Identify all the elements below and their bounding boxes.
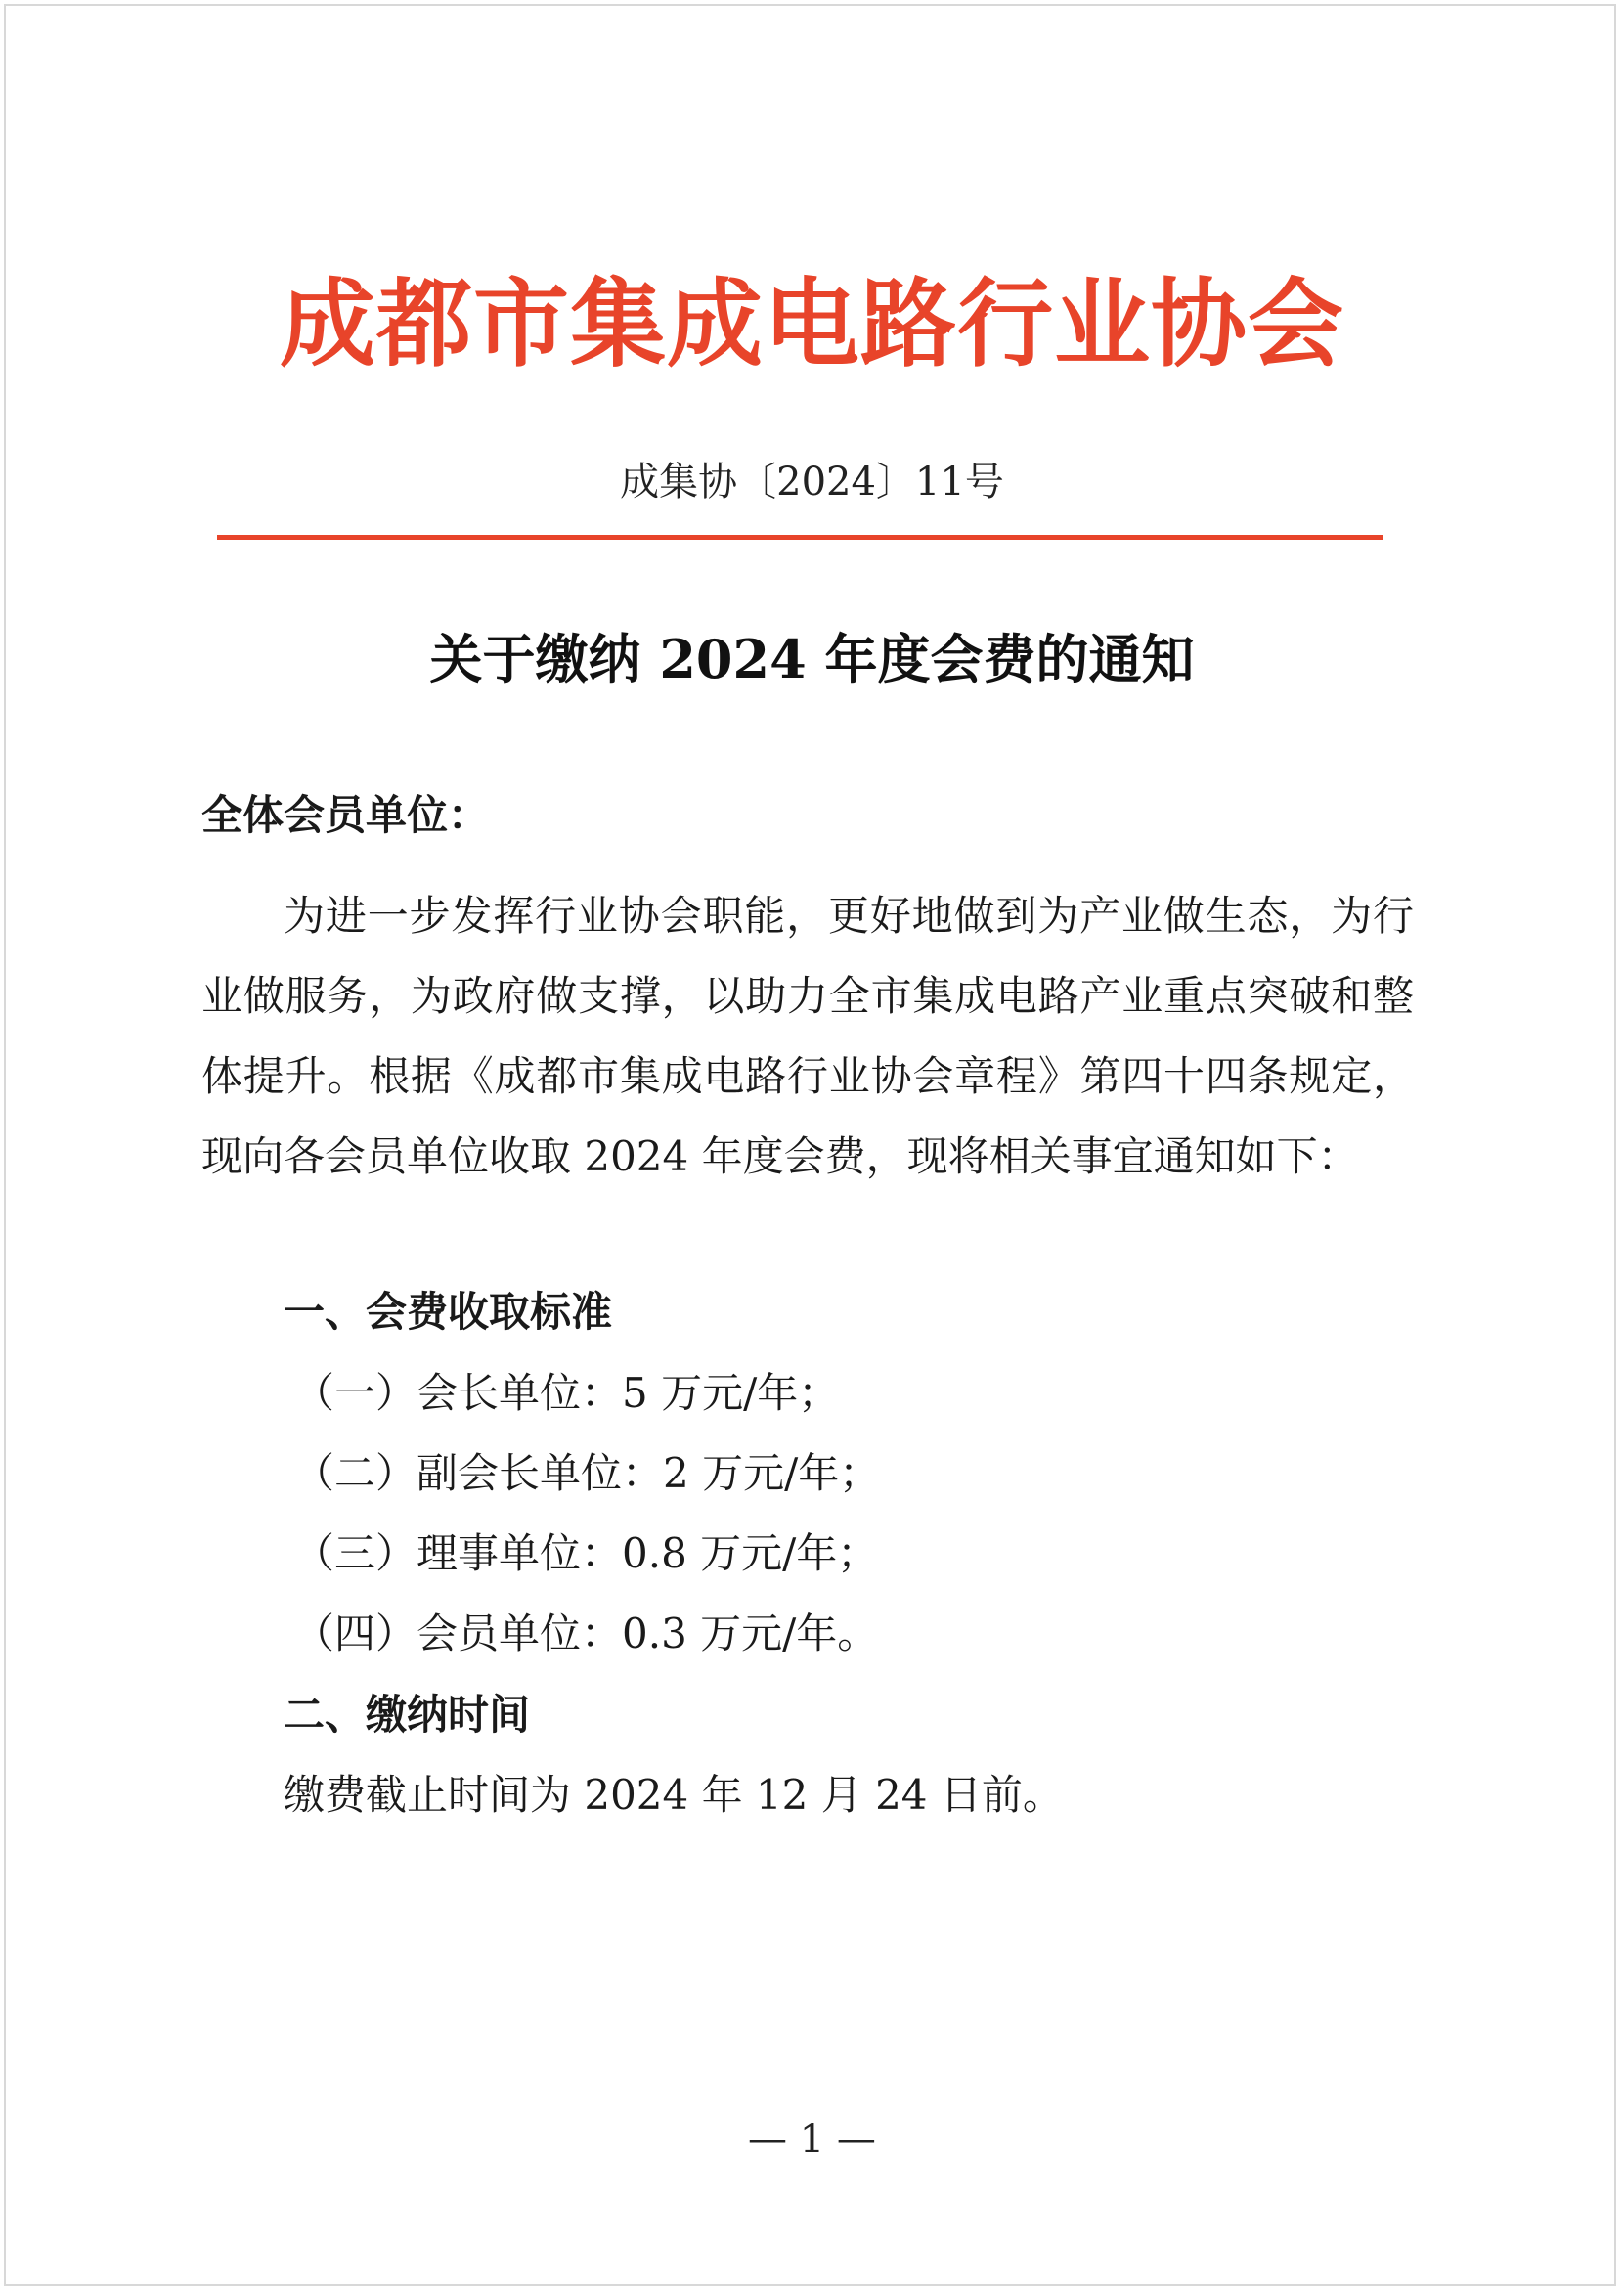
payment-deadline: 缴费截止时间为 2024 年 12 月 24 日前。 <box>284 1771 1064 1819</box>
page-number: — 1 — <box>748 2117 876 2162</box>
intro-paragraph: 为进一步发挥行业协会职能，更好地做到为产业做生态，为行业做服务，为政府做支撑，以助力全市集成电路产业重点突破和整体提升。根据《成都市集成电路行业协会章程》第四十四条规定，现向各会员单位收取 2024 年度会费，现将相关事宜通知如下： <box>201 892 1414 1180</box>
fee-item-president: （一）会长单位：5 万元/年； <box>293 1369 840 1417</box>
fee-item-member: （四）会员单位：0.3 万元/年。 <box>293 1610 879 1657</box>
fee-item-director: （三）理事单位：0.8 万元/年； <box>293 1529 879 1577</box>
document-number: 成集协〔2024〕11号 <box>620 460 1004 505</box>
organization-name: 成都市集成电路行业协会 <box>279 269 1344 380</box>
notice-title: 关于缴纳 2024 年度会费的通知 <box>429 628 1195 690</box>
section-heading-payment-time: 二、缴纳时间 <box>284 1691 531 1739</box>
section-heading-fee-standard: 一、会费收取标准 <box>284 1288 613 1336</box>
salutation: 全体会员单位： <box>201 791 490 839</box>
red-header-rule <box>217 535 1383 540</box>
fee-item-vice-president: （二）副会长单位：2 万元/年； <box>293 1449 881 1497</box>
